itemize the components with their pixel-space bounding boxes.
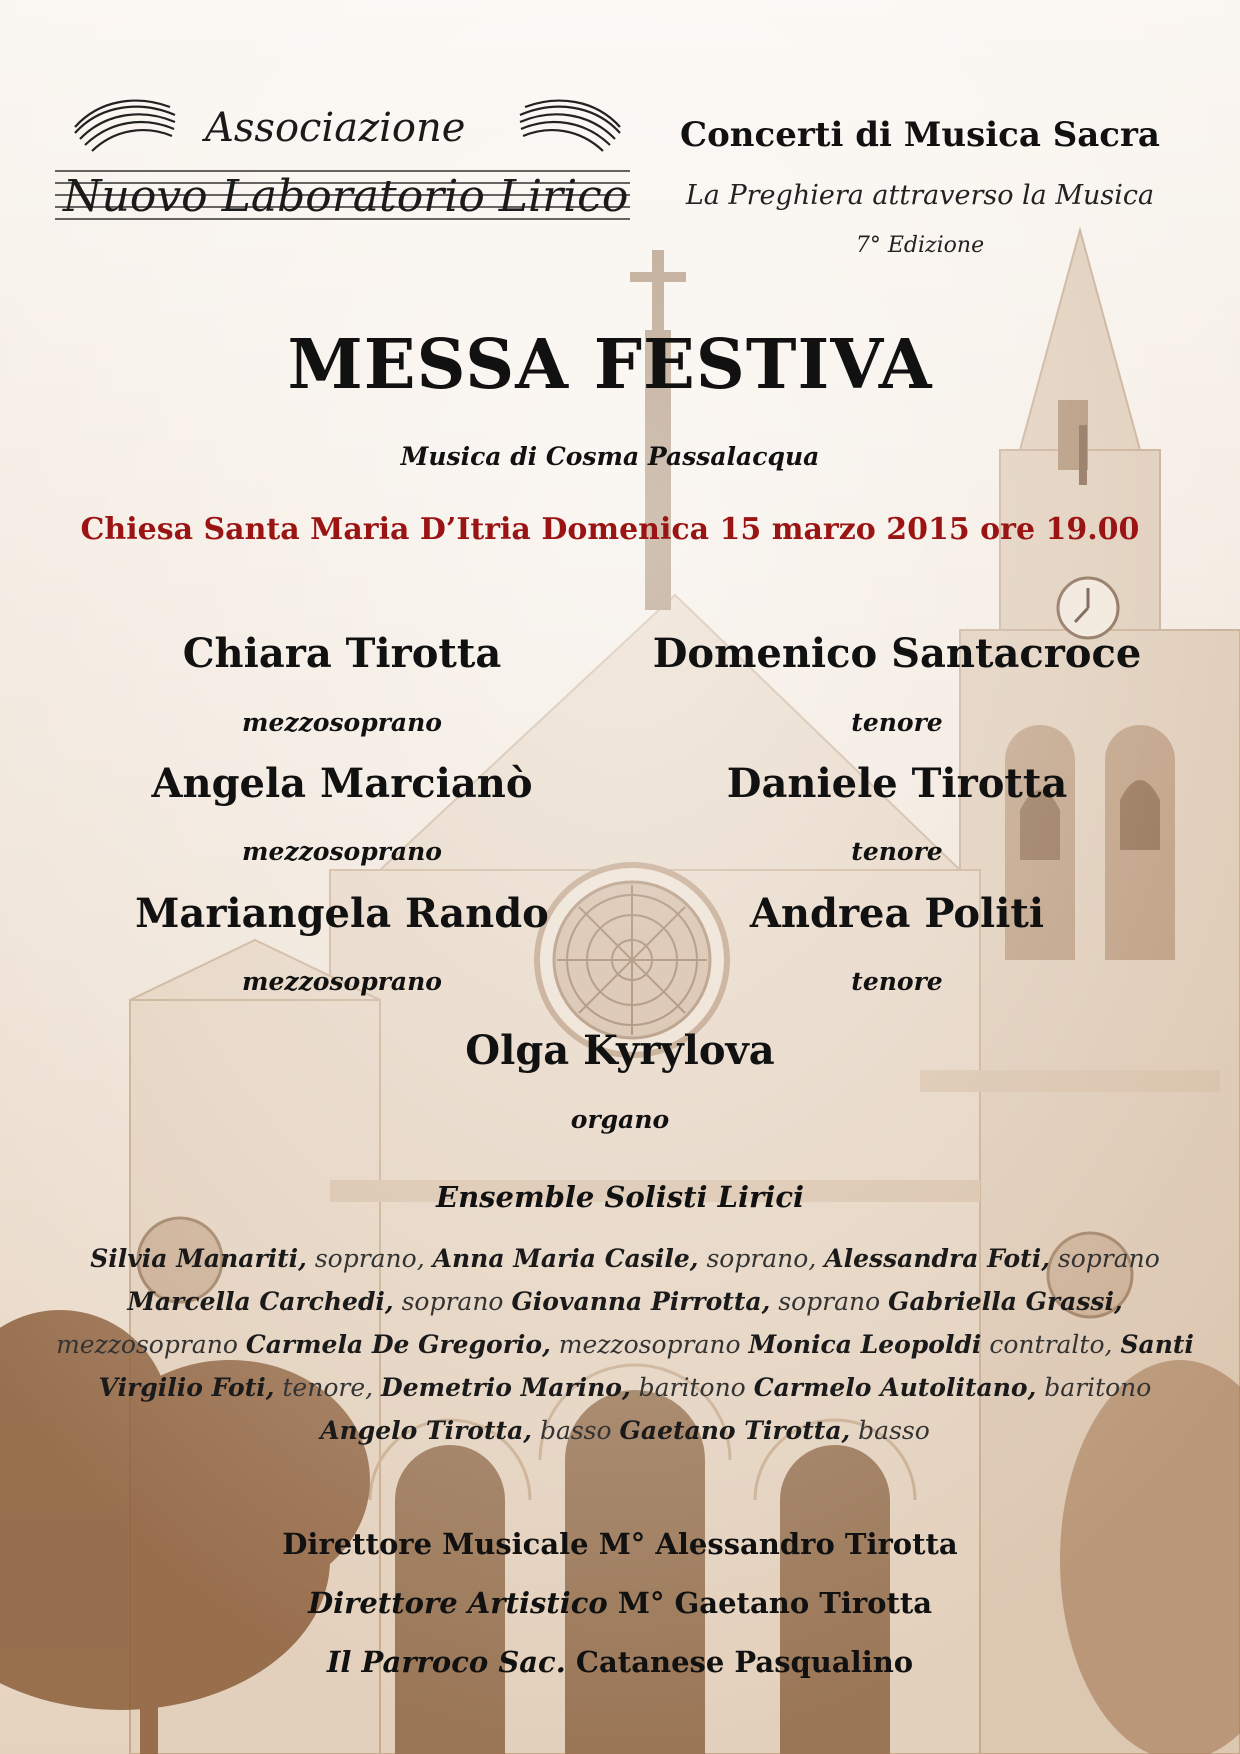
performer-role: tenore xyxy=(851,967,943,996)
logo-line-1: Associazione xyxy=(205,105,466,151)
organist-role: organo xyxy=(570,1105,670,1134)
performer-role: mezzosoprano xyxy=(242,837,442,866)
performer-name: Daniele Tirotta xyxy=(726,760,1068,807)
series-subtitle: La Preghiera attraverso la Musica xyxy=(685,180,1155,211)
ensemble-member-role: mezzosoprano xyxy=(56,1330,238,1359)
series-edition: 7° Edizione xyxy=(855,233,985,258)
performer-role: tenore xyxy=(851,708,943,737)
artistic-director-credit xyxy=(0,1586,1240,1620)
performer-role: tenore xyxy=(851,837,943,866)
left-wing-icon xyxy=(70,95,180,155)
credit-value: Catanese Pasqualino xyxy=(575,1645,914,1679)
ensemble-member-name: Marcella Carchedi, xyxy=(127,1287,394,1316)
series-title: Concerti di Musica Sacra xyxy=(680,115,1160,155)
performer-name: Domenico Santacroce xyxy=(652,630,1142,677)
ensemble-member-role: soprano xyxy=(1057,1244,1160,1273)
composer-line: Musica di Cosma Passalacqua xyxy=(400,442,820,471)
parish-priest-credit xyxy=(0,1645,1240,1679)
credit-label: Direttore Musicale xyxy=(282,1527,589,1561)
performer-name: Mariangela Rando xyxy=(135,890,549,937)
performer-name: Angela Marcianò xyxy=(151,760,533,807)
ensemble-members xyxy=(55,1237,1195,1452)
ensemble-member-name: Carmelo Autolitano, xyxy=(753,1373,1037,1402)
ensemble-member-name: Silvia Manariti, xyxy=(90,1244,307,1273)
ensemble-member-name: Gaetano Tirotta, xyxy=(619,1416,851,1445)
ensemble-member-role: soprano xyxy=(778,1287,881,1316)
organist-name: Olga Kyrylova xyxy=(465,1027,775,1074)
association-logo xyxy=(55,95,635,230)
performer-name: Chiara Tirotta xyxy=(182,630,502,677)
ensemble-member-name: Santi Virgilio Foti, xyxy=(98,1330,1194,1402)
ensemble-member-role: soprano, xyxy=(314,1244,425,1273)
credit-value: M° Gaetano Tirotta xyxy=(617,1586,933,1620)
ensemble-member-role: soprano xyxy=(401,1287,504,1316)
venue-date-line: Chiesa Santa Maria D’Itria Domenica 15 marzo 2015 ore 19.00 xyxy=(80,512,1140,547)
event-title: MESSA FESTIVA xyxy=(287,325,933,405)
logo-line-2: Nuovo Laboratorio Lirico xyxy=(63,171,629,222)
ensemble-member-role: contralto, xyxy=(989,1330,1113,1359)
ensemble-member-name: Gabriella Grassi, xyxy=(888,1287,1123,1316)
right-wing-icon xyxy=(515,95,625,155)
ensemble-member-name: Monica Leopoldi xyxy=(748,1330,982,1359)
ensemble-member-role: basso xyxy=(539,1416,612,1445)
ensemble-member-name: Anna Maria Casile, xyxy=(432,1244,699,1273)
ensemble-member-role: mezzosoprano xyxy=(558,1330,741,1359)
music-director-credit xyxy=(0,1527,1240,1561)
credit-label: Il Parroco Sac. xyxy=(326,1645,566,1679)
ensemble-member-name: Carmela De Gregorio, xyxy=(245,1330,551,1359)
ensemble-member-name: Alessandra Foti, xyxy=(824,1244,1050,1273)
ensemble-member-role: basso xyxy=(858,1416,930,1445)
ensemble-member-role: baritono xyxy=(638,1373,746,1402)
ensemble-member-name: Demetrio Marino, xyxy=(381,1373,631,1402)
ensemble-member-role: soprano, xyxy=(706,1244,817,1273)
ensemble-member-name: Angelo Tirotta, xyxy=(320,1416,532,1445)
credit-label: Direttore Artistico xyxy=(307,1586,608,1620)
performer-name: Andrea Politi xyxy=(749,890,1045,937)
performer-role: mezzosoprano xyxy=(242,708,442,737)
performer-role: mezzosoprano xyxy=(242,967,442,996)
credit-value: M° Alessandro Tirotta xyxy=(598,1527,958,1561)
ensemble-title: Ensemble Solisti Lirici xyxy=(435,1180,805,1214)
ensemble-member-role: tenore, xyxy=(282,1373,374,1402)
ensemble-member-name: Giovanna Pirrotta, xyxy=(511,1287,771,1316)
ensemble-member-role: baritono xyxy=(1044,1373,1152,1402)
